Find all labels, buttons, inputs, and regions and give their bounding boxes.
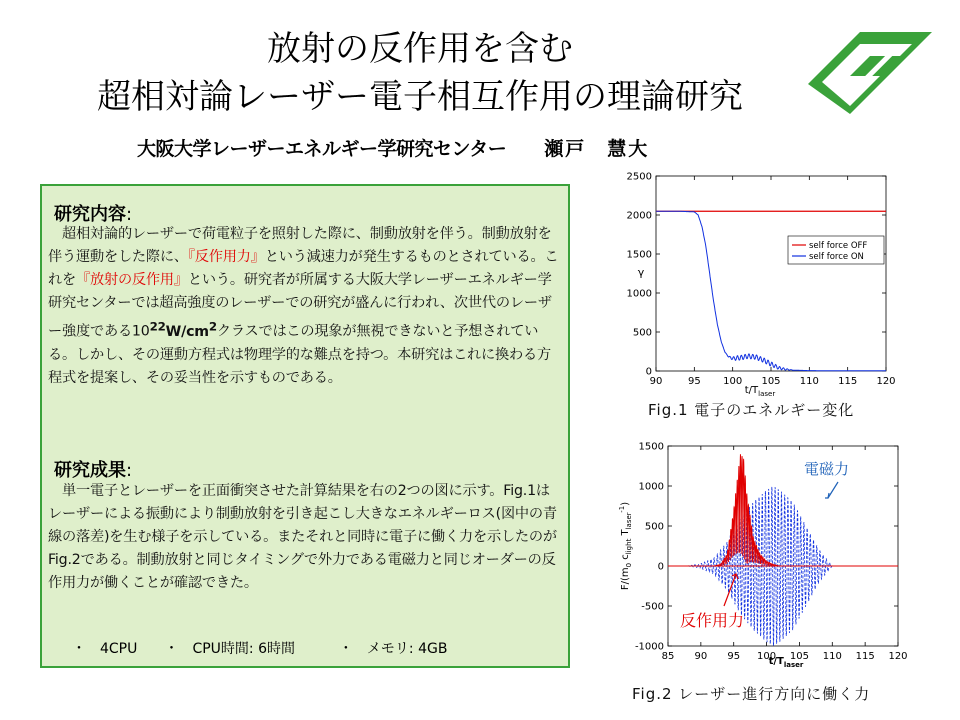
fig2-xtick-label: 85	[661, 651, 675, 662]
fig1-caption: Fig.1 電子のエネルギー変化	[648, 401, 855, 419]
fig2-xtick-label: 100	[757, 651, 777, 662]
reaction-force-term: 『反作用力』	[187, 249, 265, 265]
fig1-ytick-label: 2000	[626, 210, 652, 222]
fig2-xtick-label: 90	[694, 651, 708, 662]
fig1-legend-label-off: self force OFF	[809, 241, 868, 251]
fig2-xtick-label: 110	[822, 651, 842, 662]
fig2-ylabel: $F/(m_0$ $c_{light}$ $T_{laser}^{-1}$)	[618, 501, 633, 591]
fig1-xtick-label: 100	[723, 376, 743, 387]
section2-text: 単一電子とレーザーを正面衝突させた計算結果を右の2つの図に示す。Fig.1はレーザーによる振動により制動放射を引き起こし大きなエネルギーロス(図中の青線の落差)を生む様子を示している。またそれと同時に電子に働く力を示したのがFig.2である。制動放射と同じタイミングで外力である電磁力と同じオーダーの反作用力が働くことが確認できた。	[48, 483, 557, 591]
fig2-xtick-label: 105	[789, 651, 809, 662]
section1-heading: 研究内容:	[54, 204, 133, 225]
fig1-ytick-label: 500	[632, 327, 652, 339]
fig2-ytick-label: 0	[657, 561, 664, 573]
fig1-ytick-label: 1500	[626, 249, 652, 261]
fig2-caption: Fig.2 レーザー進行方向に働く力	[632, 685, 871, 703]
fig2-em-force-label: 電磁力	[804, 460, 850, 478]
fig2-reaction-force-label: 反作用力	[680, 611, 745, 630]
fig2-ytick-label: 1000	[638, 481, 664, 493]
fig1-xtick-label: 110	[799, 376, 819, 387]
stat-memory: ・ メモリ: 4GB	[338, 641, 448, 657]
compute-stats	[72, 638, 447, 658]
fig1-xtick-label: 95	[687, 376, 701, 387]
content-box	[40, 184, 570, 668]
fig1-ylabel: γ	[637, 266, 645, 279]
stat-cpu-time: ・ CPU時間: 6時間	[164, 641, 295, 657]
fig1-xtick-label: 115	[838, 376, 858, 387]
affiliation: 大阪大学レーザーエネルギー学研究センター	[137, 138, 507, 160]
author-name: 瀬戸 慧大	[544, 138, 650, 160]
fig1-ytick-label: 1000	[626, 288, 652, 300]
fig1-legend-label-on: self force ON	[809, 252, 864, 262]
fig2-ytick-label: -1000	[634, 641, 664, 653]
affiliation-line	[137, 134, 649, 161]
radiation-reaction-term: 『放射の反作用』	[75, 272, 188, 288]
fig1-xlabel: $t/T_{laser}$	[744, 385, 776, 398]
fig1-chart	[608, 168, 898, 398]
fig1-ytick-label: 2500	[626, 171, 652, 183]
fig1-plot-frame	[656, 176, 886, 371]
fig1-xtick-label: 90	[649, 376, 663, 387]
fig2-ytick-label: 500	[644, 521, 664, 533]
title-line-1: 放射の反作用を含む	[267, 29, 573, 69]
fig1-xtick-label: 105	[761, 376, 781, 387]
section1-text: 超相対論的レーザーで荷電粒子を照射した際に、制動放射を伴う。制動放射を伴う運動をした際に、『反作用力』という減速力が発生するものとされている。これを『放射の反作用』という。研究者が所属する大阪大学レーザーエネルギー学研究センターでは超高強度のレーザーでの研究が盛んに行われ、次世代のレーザー強度である$10^{22}W/cm^2$クラスではこの現象が無視できないと予想されている。しかし、その運動方程式は物理学的な難点を持つ。本研究はこれに換わる方程式を提案し、その妥当性を示すものである。	[48, 226, 559, 386]
fig2-xlabel: $t/T_{laser}$	[768, 656, 804, 669]
fig2-xtick-label: 115	[855, 651, 875, 662]
section2-heading: 研究成果:	[54, 460, 133, 481]
stat-cpu: ・ 4CPU	[72, 641, 138, 657]
title-line-2: 超相対論レーザー電子相互作用の理論研究	[97, 77, 743, 117]
fig2-ytick-label: -500	[641, 601, 664, 613]
fig1-xtick-label: 120	[876, 376, 896, 387]
fig2-ytick-label: 1500	[638, 441, 664, 453]
fig2-xtick-label: 95	[727, 651, 741, 662]
fig1-ytick-label: 0	[645, 366, 652, 378]
fig2-chart	[608, 436, 908, 676]
laser-center-logo-icon	[800, 26, 940, 116]
fig2-xtick-label: 120	[888, 651, 908, 662]
